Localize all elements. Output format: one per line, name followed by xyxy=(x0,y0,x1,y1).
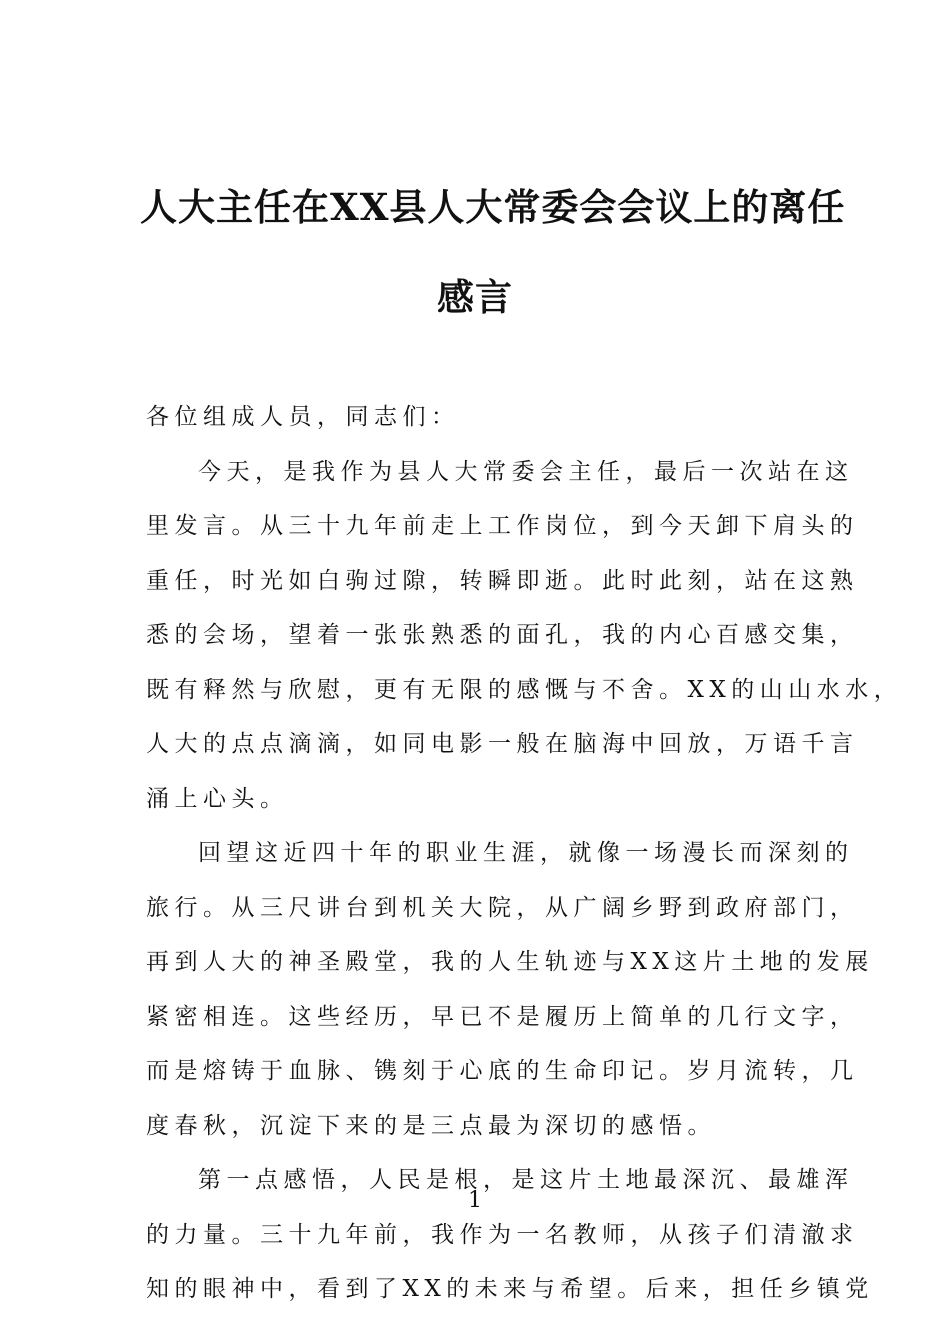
paragraph-line: 紧密相连。这些经历，早已不是履历上简单的几行文字， xyxy=(146,1003,859,1030)
paragraph-line: 再到人大的神圣殿堂，我的人生轨迹与XX这片土地的发展 xyxy=(146,949,874,975)
paragraph-line: 而是熔铸于血脉、镌刻于心底的生命印记。岁月流转，几 xyxy=(146,1058,859,1084)
paragraph-line: 回望这近四十年的职业生涯，就像一场漫长而深刻的 xyxy=(198,840,854,866)
paragraph xyxy=(146,1153,874,1317)
paragraph-line: 既有释然与欣慰，更有无限的感慨与不舍。XX的山山水水， xyxy=(146,676,903,703)
page-number: 1 xyxy=(468,1188,482,1213)
document-title xyxy=(140,162,846,342)
paragraph-line: 第一点感悟，人民是根，是这片土地最深沉、最雄浑 xyxy=(198,1167,854,1193)
paragraph xyxy=(146,826,874,1153)
paragraph-line: 重任，时光如白驹过隙，转瞬即逝。此时此刻，站在这熟 xyxy=(146,567,859,594)
paragraph-line: 旅行。从三尺讲台到机关大院，从广阔乡野到政府部门， xyxy=(146,894,859,921)
document-body xyxy=(146,390,903,1317)
salutation: 各位组成人员，同志们： xyxy=(146,404,460,430)
paragraph-line: 里发言。从三十九年前走上工作岗位，到今天卸下肩头的 xyxy=(146,513,859,539)
paragraph xyxy=(146,445,903,827)
paragraph-line: 人大的点点滴滴，如同电影一般在脑海中回放，万语千言 xyxy=(146,731,859,757)
paragraph-line: 悉的会场，望着一张张熟悉的面孔，我的内心百感交集， xyxy=(146,622,859,648)
paragraph-line: 涌上心头。 xyxy=(146,785,289,812)
paragraph-line: 知的眼神中，看到了XX的未来与希望。后来，担任乡镇党 xyxy=(146,1276,874,1302)
title-line: 人大主任在XX县人大常委会会议上的离任 xyxy=(140,185,846,229)
paragraph-line: 的力量。三十九年前，我作为一名教师，从孩子们清澈求 xyxy=(146,1221,859,1248)
title-line: 感言 xyxy=(437,275,513,319)
paragraph-line: 今天，是我作为县人大常委会主任，最后一次站在这 xyxy=(198,458,854,485)
paragraph-line: 度春秋，沉淀下来的是三点最为深切的感悟。 xyxy=(146,1112,716,1139)
